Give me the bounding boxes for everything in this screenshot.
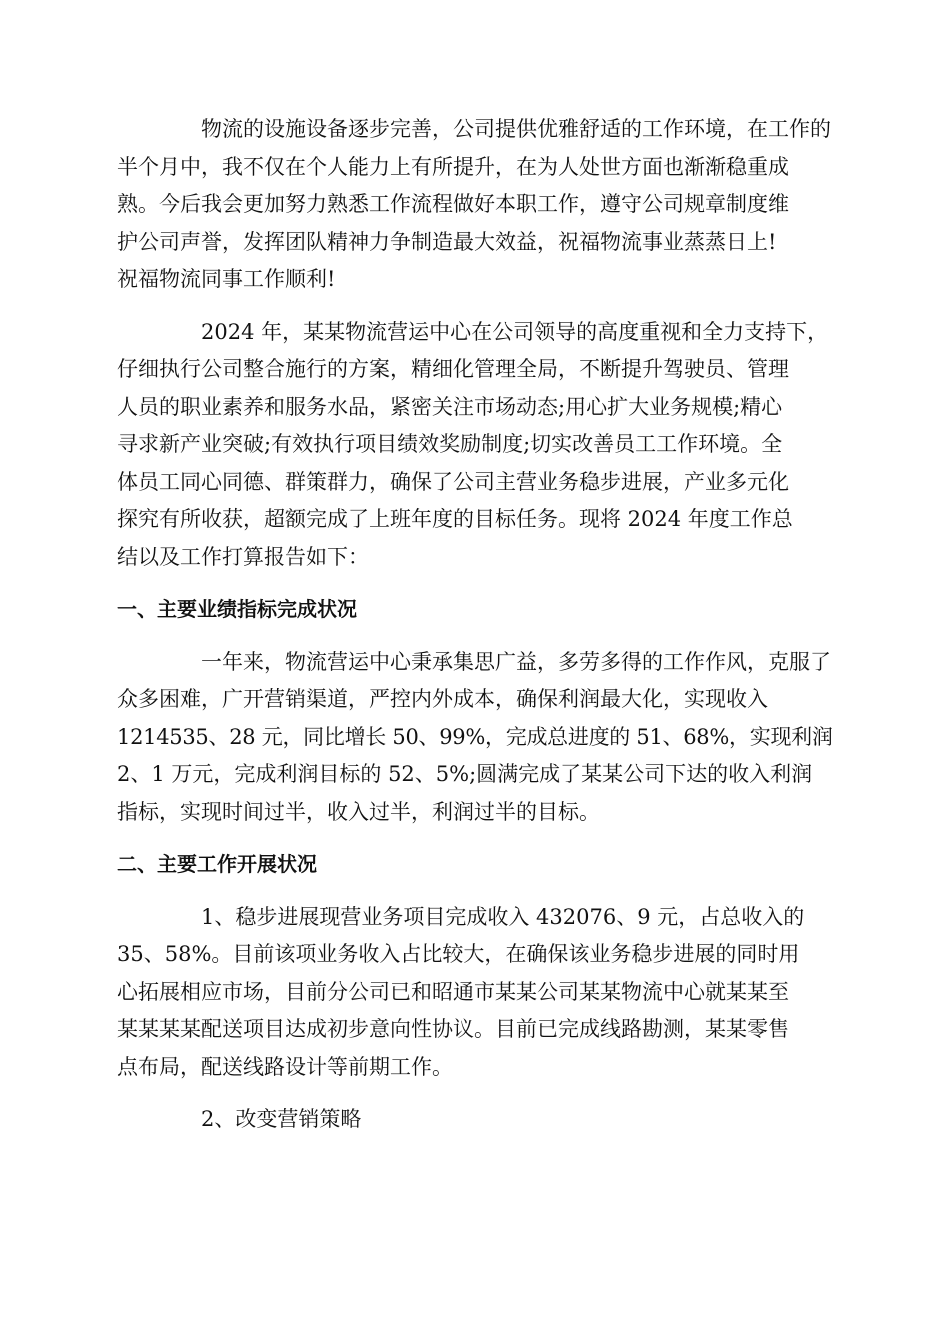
text-line: 护公司声誉，发挥团队精神力争制造最大效益，祝福物流事业蒸蒸日上! xyxy=(117,229,777,254)
text-line: 物流的设施设备逐步完善，公司提供优雅舒适的工作环境，在工作的 xyxy=(201,117,831,141)
section-heading-performance: 一、主要业绩指标完成状况 xyxy=(117,597,357,621)
text-line: 35、58%。目前该项业务收入占比较大，在确保该业务稳步进展的同时用 xyxy=(117,942,800,966)
paragraph-work-item-1 xyxy=(117,899,833,1087)
text-line: 探究有所收获，超额完成了上班年度的目标任务。现将 2024 年度工作总 xyxy=(117,507,793,531)
text-line: 某某某某配送项目达成初步意向性协议。目前已完成线路勘测，某某零售 xyxy=(117,1017,789,1041)
section-heading-work: 二、主要工作开展状况 xyxy=(117,852,317,876)
text-line: 心拓展相应市场，目前分公司已和昭通市某某公司某某物流中心就某某至 xyxy=(117,979,789,1004)
text-line: 2、改变营销策略 xyxy=(201,1107,362,1131)
text-line: 1、稳步进展现营业务项目完成收入 432076、9 元，占总收入的 xyxy=(201,904,805,929)
text-line: 点布局，配送线路设计等前期工作。 xyxy=(117,1054,453,1079)
paragraph-facilities xyxy=(117,111,833,299)
text-line: 祝福物流同事工作顺利! xyxy=(117,267,336,291)
document-page xyxy=(117,111,833,1139)
text-line: 熟。今后我会更加努力熟悉工作流程做好本职工作，遵守公司规章制度维 xyxy=(117,192,789,216)
text-line: 指标，实现时间过半，收入过半，利润过半的目标。 xyxy=(117,799,600,824)
text-line: 结以及工作打算报告如下： xyxy=(117,544,369,569)
paragraph-performance xyxy=(117,644,833,832)
text-line: 2、1 万元，完成利润目标的 52、5%;圆满完成了某某公司下达的收入利润 xyxy=(117,762,813,786)
paragraph-work-item-2 xyxy=(117,1101,833,1139)
text-line: 人员的职业素养和服务水品，紧密关注市场动态;用心扩大业务规模;精心 xyxy=(117,394,783,419)
text-line: 2024 年，某某物流营运中心在公司领导的高度重视和全力支持下， xyxy=(201,319,829,344)
text-line: 1214535、28 元，同比增长 50、99%，完成总进度的 51、68%，实现利润 xyxy=(117,724,833,749)
text-line: 体员工同心同德、群策群力，确保了公司主营业务稳步进展，产业多元化 xyxy=(117,469,789,494)
text-line: 众多困难，广开营销渠道，严控内外成本，确保利润最大化，实现收入 xyxy=(117,687,768,711)
text-line: 半个月中，我不仅在个人能力上有所提升，在为人处世方面也渐渐稳重成 xyxy=(117,154,789,179)
text-line: 寻求新产业突破;有效执行项目绩效奖励制度;切实改善员工工作环境。全 xyxy=(117,432,783,456)
text-line: 一年来，物流营运中心秉承集思广益，多劳多得的工作作风，克服了 xyxy=(201,649,831,674)
text-line: 仔细执行公司整合施行的方案，精细化管理全局，不断提升驾驶员、管理 xyxy=(117,357,789,381)
paragraph-annual-intro xyxy=(117,314,833,577)
